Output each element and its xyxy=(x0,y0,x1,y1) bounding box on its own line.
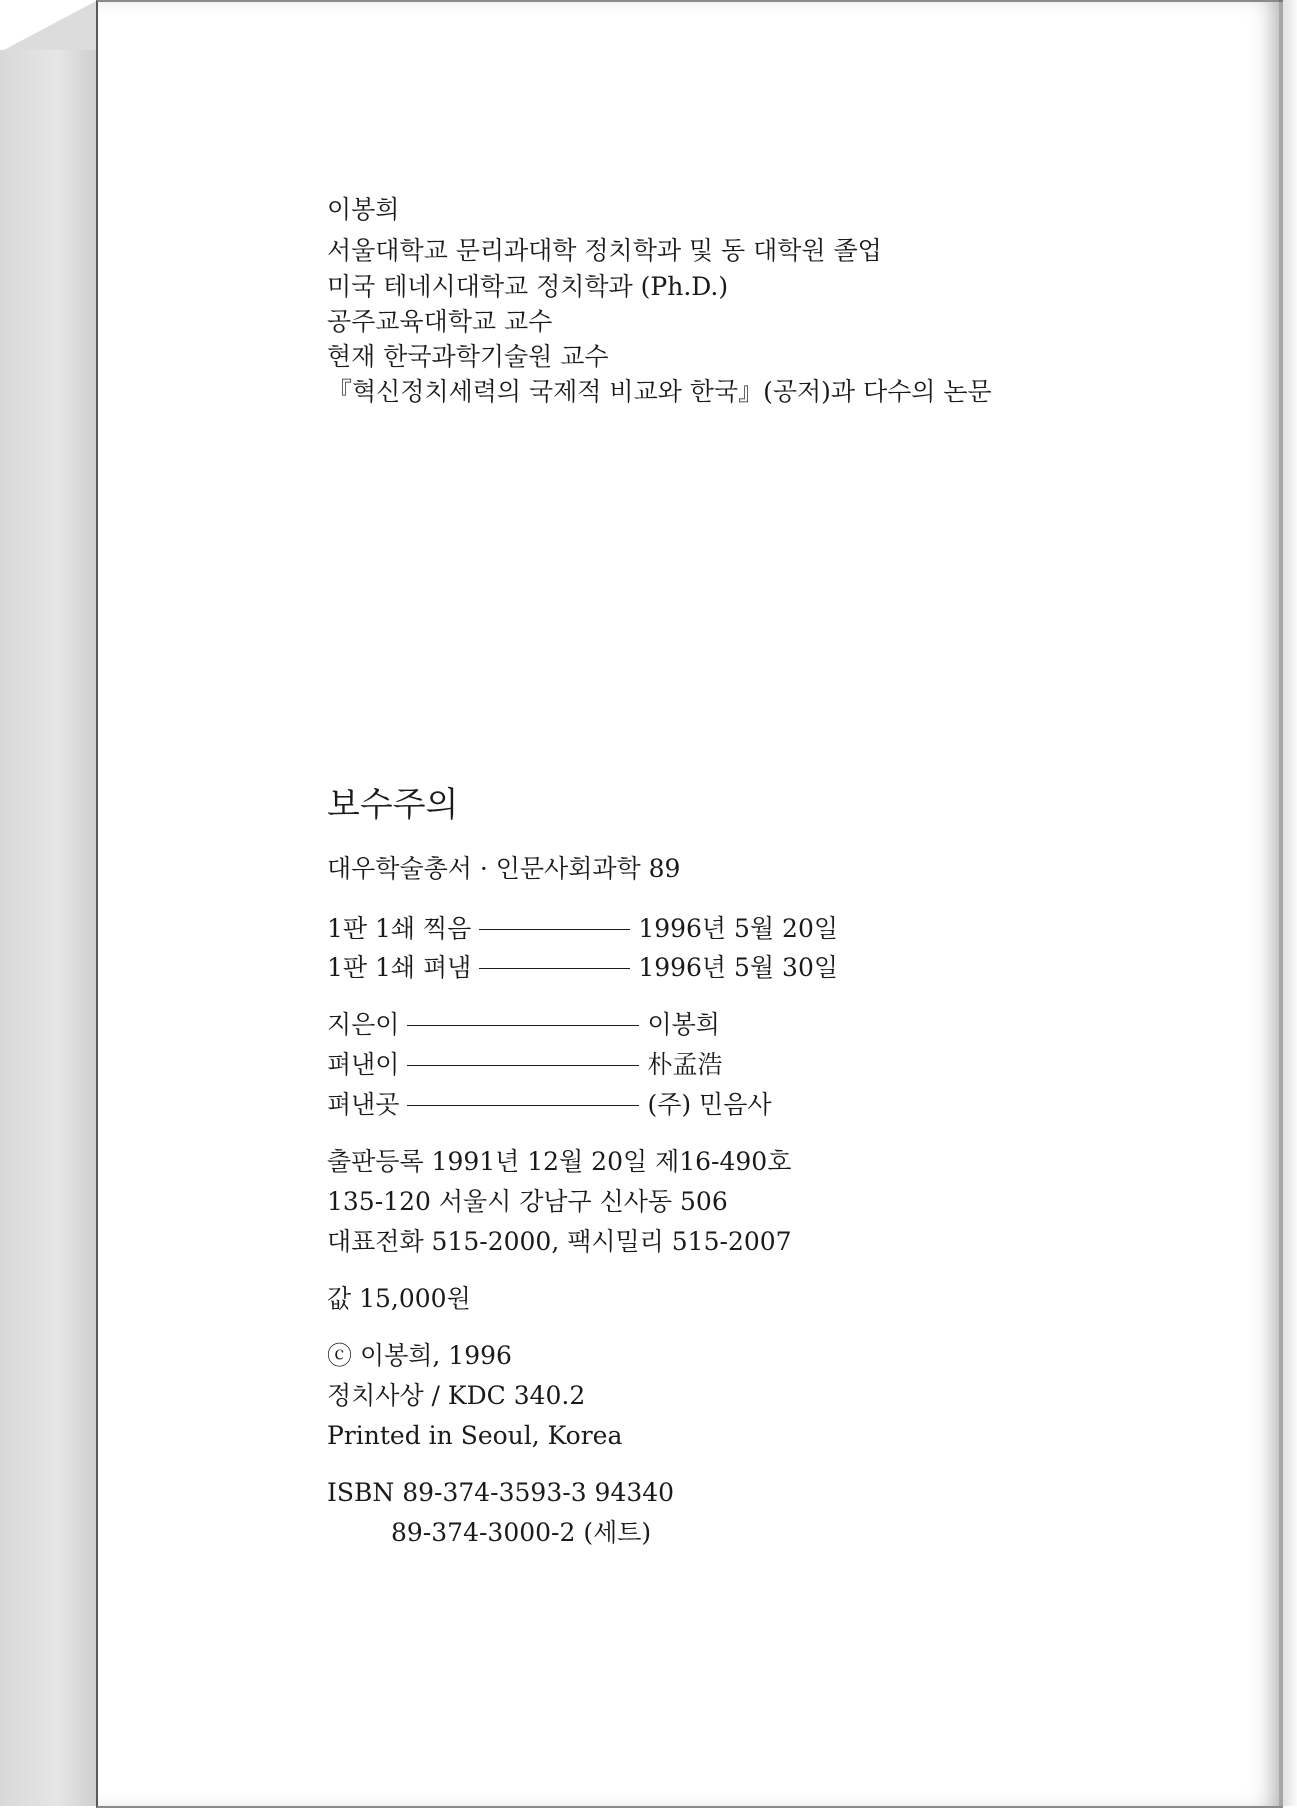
credit-value: 朴孟浩 xyxy=(647,1050,723,1079)
credit-label: 펴낸곳 xyxy=(327,1090,400,1119)
author-bio-line: 『혁신정치세력의 국제적 비교와 한국』(공저)과 다수의 논문 xyxy=(327,377,992,406)
author-bio-line: 서울대학교 문리과대학 정치학과 및 동 대학원 졸업 xyxy=(327,236,882,265)
page-edge-shadow xyxy=(1279,0,1297,1806)
leader-line xyxy=(479,929,630,930)
isbn-primary: ISBN 89-374-3593-3 94340 xyxy=(327,1478,675,1507)
author-name: 이봉희 xyxy=(327,195,400,224)
book-title: 보수주의 xyxy=(327,785,459,825)
credit-value: 이봉희 xyxy=(647,1010,720,1039)
printing-date: 1996년 5월 20일 xyxy=(638,914,838,943)
printing-label: 1판 1쇄 찍음 xyxy=(327,914,472,943)
credit-row xyxy=(327,1090,772,1120)
series-name: 대우학술총서 · 인문사회과학 89 xyxy=(327,854,681,883)
author-bio-line: 현재 한국과학기술원 교수 xyxy=(327,342,609,371)
printing-row xyxy=(327,953,838,983)
credit-row xyxy=(327,1050,722,1080)
price: 값 15,000원 xyxy=(327,1284,471,1313)
leader-line xyxy=(407,1105,639,1106)
printing-row xyxy=(327,914,838,944)
copyright-line: ⓒ 이봉희, 1996 xyxy=(327,1341,512,1370)
printed-in: Printed in Seoul, Korea xyxy=(327,1421,623,1450)
credit-value: (주) 민음사 xyxy=(647,1090,772,1119)
publisher-registration: 출판등록 1991년 12월 20일 제16-490호 xyxy=(327,1147,792,1176)
book-spine-top xyxy=(0,0,98,52)
credit-row xyxy=(327,1010,720,1040)
author-bio-line: 공주교육대학교 교수 xyxy=(327,307,553,336)
printing-label: 1판 1쇄 펴냄 xyxy=(327,953,472,982)
leader-line xyxy=(407,1025,639,1026)
leader-line xyxy=(407,1065,639,1066)
classification: 정치사상 / KDC 340.2 xyxy=(327,1381,586,1410)
credit-label: 펴낸이 xyxy=(327,1050,400,1079)
author-bio-line: 미국 테네시대학교 정치학과 (Ph.D.) xyxy=(327,272,729,301)
publisher-phone: 대표전화 515-2000, 팩시밀리 515-2007 xyxy=(327,1227,792,1256)
publisher-address: 135-120 서울시 강남구 신사동 506 xyxy=(327,1187,728,1216)
credit-label: 지은이 xyxy=(327,1010,400,1039)
leader-line xyxy=(479,968,630,969)
printing-date: 1996년 5월 30일 xyxy=(638,953,838,982)
book-spine xyxy=(0,50,98,1806)
isbn-set: 89-374-3000-2 (세트) xyxy=(391,1518,652,1547)
